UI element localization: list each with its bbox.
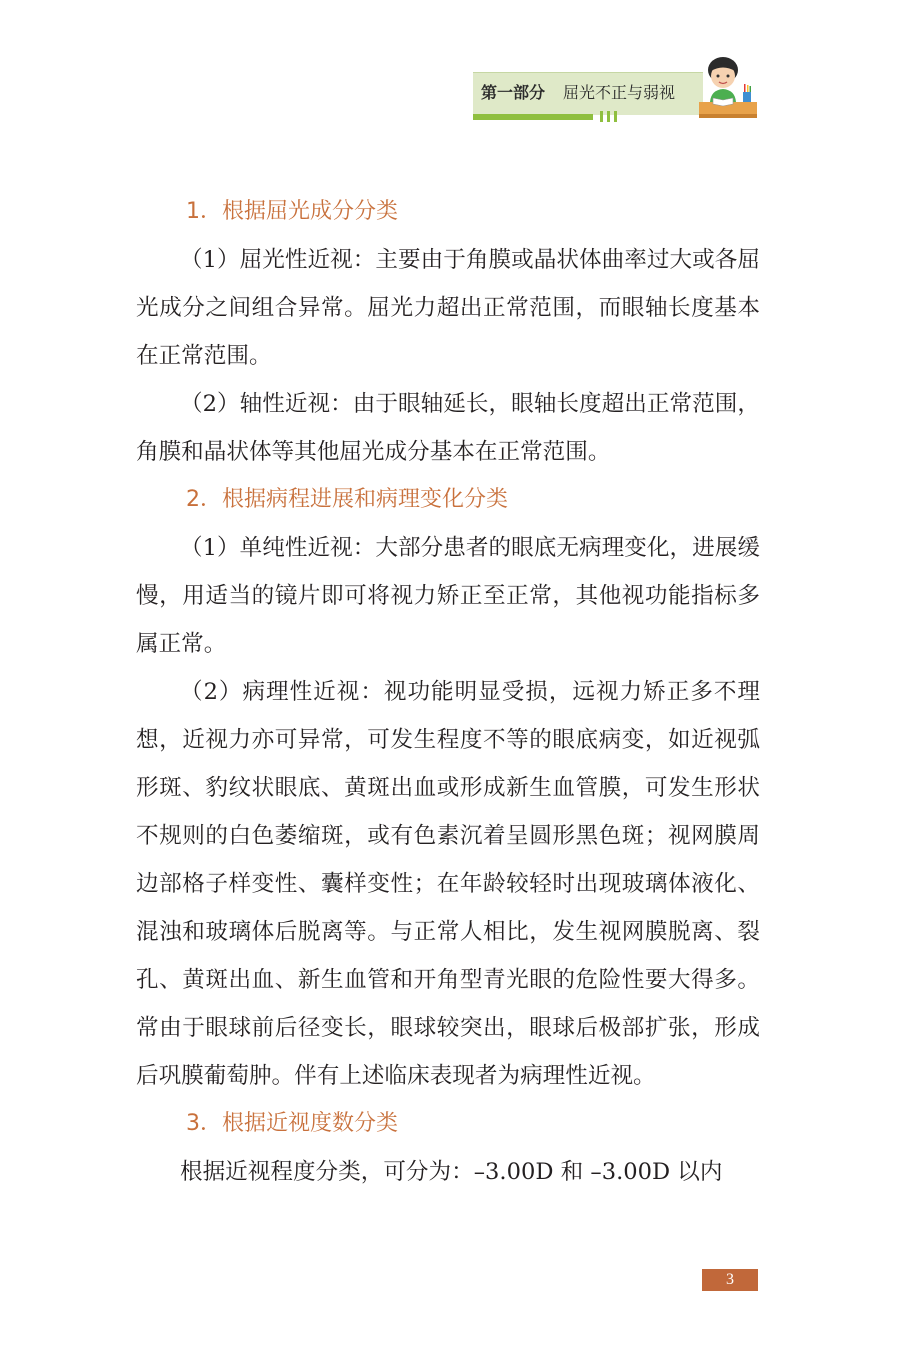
running-header <box>473 60 763 122</box>
page-number-badge: 3 <box>702 1269 758 1291</box>
paragraph-simple-myopia: （1）单纯性近视：大部分患者的眼底无病理变化，进展缓慢，用适当的镜片即可将视力矫正至正常，其他视功能指标多属正常。 <box>136 535 760 657</box>
paragraph-pathological-myopia: （2）病理性近视：视功能明显受损，远视力矫正多不理想，近视力亦可异常，可发生程度不等的眼底病变，如近视弧形斑、豹纹状眼底、黄斑出血或形成新生血管膜，可发生形状不规则的白色萎缩斑，或有色素沉着呈圆形黑色斑；视网膜周边部格子样变性、囊样变性；在年龄较轻时出现玻璃体液化、混浊和玻璃体后脱离等。与正常人相比，发生视网膜脱离、裂孔、黄斑出血、新生血管和开角型青光眼的危险性要大得多。常由于眼球前后径变长，眼球较突出，眼球后极部扩张，形成后巩膜葡萄肿。伴有上述临床表现者为病理性近视。 <box>136 679 760 1089</box>
paragraph-axial-myopia: （2）轴性近视：由于眼轴延长，眼轴长度超出正常范围，角膜和晶状体等其他屈光成分基本在正常范围。 <box>136 391 760 465</box>
section-heading-2: 2．根据病程进展和病理变化分类 <box>186 487 508 512</box>
header-section-label: 屈光不正与弱视 <box>563 83 676 102</box>
header-part-label: 第一部分 <box>481 83 546 102</box>
paragraph-refractive-myopia: （1）屈光性近视：主要由于角膜或晶状体曲率过大或各屈光成分之间组合异常。屈光力超出正常范围，而眼轴长度基本在正常范围。 <box>136 247 760 369</box>
section-heading-3: 3．根据近视度数分类 <box>186 1111 398 1136</box>
section-heading-1: 1．根据屈光成分分类 <box>186 199 398 224</box>
header-green-bar <box>473 114 593 120</box>
student-reading-illustration <box>697 54 759 122</box>
main-content <box>136 188 760 1196</box>
paragraph-degree-classification: 根据近视程度分类，可分为：–3.00D 和 –3.00D 以内 <box>180 1159 723 1185</box>
header-tick-marks <box>599 111 623 123</box>
header-title <box>481 80 705 106</box>
